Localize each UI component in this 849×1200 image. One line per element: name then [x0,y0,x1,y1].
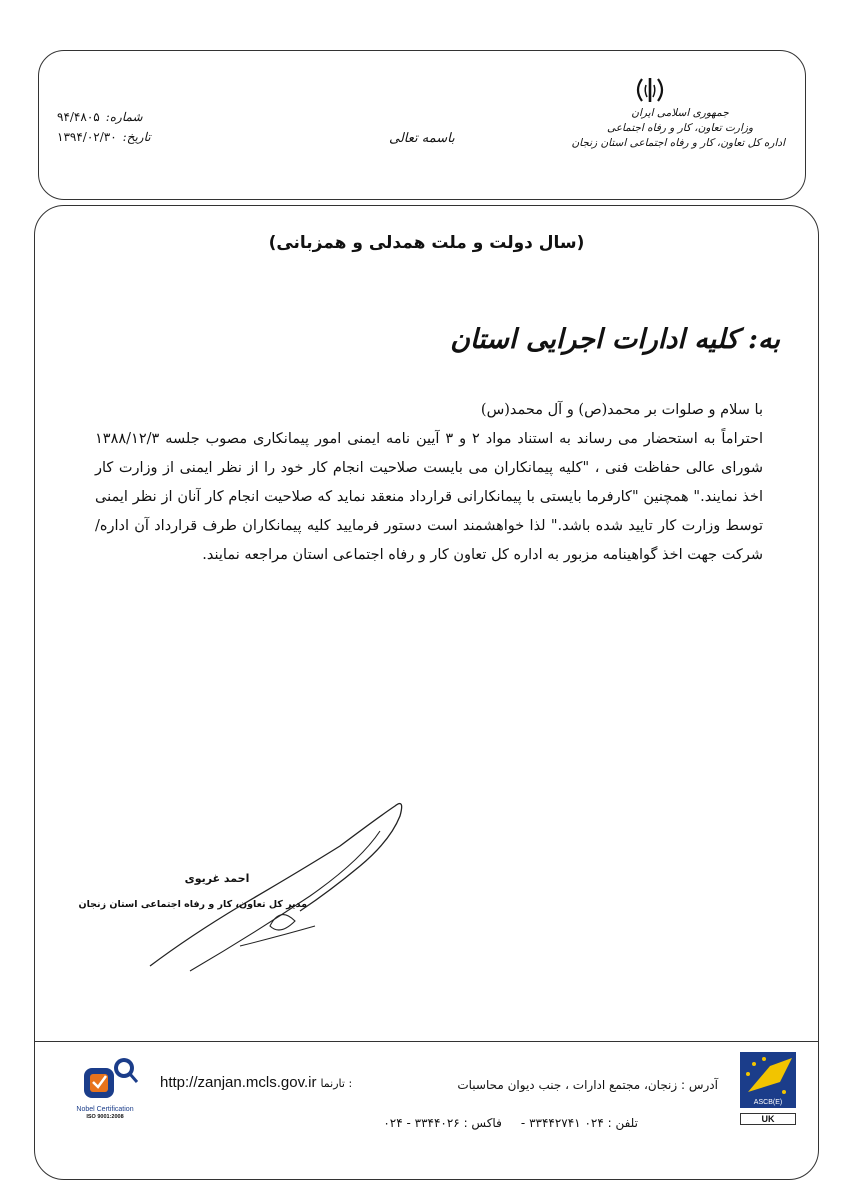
letter-paragraph: احتراماً به استحضار می رساند به استناد مواد ۲ و ۳ آیین نامه ایمنی امور پیمانکاری مصوب جلسه ۱۳۸۸/۱۲/۳ شورای عالی حفاظت فنی ، "کلیه پیمانکاران می بایست صلاحیت انجام کار خود را از نظر ایمنی از وزارت کار اخذ نمایند." همچنین "کارفرما بایستی با پیمانکارانی قرارداد منعقد نماید که صلاحیت انجام کار آنان از نظر ایمنی توسط وزارت کار تایید شده باشد." لذا خواهشمند است دستور فرمایید کلیه پیمانکاران طرف قرارداد آن اداره/شرکت جهت اخذ گواهینامه مزبور به اداره کل تعاون کار و رفاه اجتماعی استان مراجعه نمایند. [95,431,763,563]
addressee: به: کلیه ادارات اجرایی استان [450,324,780,355]
greeting: با سلام و صلوات بر محمد(ص) و آل محمد(س) [480,402,763,418]
cert-country: UK [740,1113,796,1125]
signatory-title: مدیر کل تعاون، کار و رفاه اجتماعی استان زنجان [78,899,307,910]
footer-divider [35,1041,818,1042]
ascb-star-badge-icon [740,1052,796,1108]
iran-emblem-icon [625,75,675,109]
address: آدرس : زنجان، مجتمع ادارات ، جنب دیوان محاسبات [457,1078,718,1092]
letter-date: ۱۳۹۴/۰۲/۳۰ [57,130,117,144]
letterhead-header [38,50,806,200]
ascb-accreditation-logo [740,1052,796,1125]
signatory-name: احمد غریوی [184,872,250,885]
cert-caption: Nobel Certification [76,1106,134,1113]
cert-right-caption: ASCB(E) [753,1099,783,1106]
organization-name [571,106,785,151]
phone-number: تلفن : ۰۲۴ ۳۳۴۴۲۷۴۱ - [520,1116,638,1130]
org-line: وزارت تعاون، کار و رفاه اجتماعی [606,122,754,134]
date-label: تاریخ: [122,130,151,144]
signatory [78,866,307,918]
org-line: اداره کل تعاون، کار و رفاه اجتماعی استان زنجان [571,137,785,149]
basmala: باسمه تعالی [389,131,455,146]
contact-line [383,1116,638,1130]
cert-iso: ISO 9001:2008 [86,1114,124,1120]
year-slogan: (سال دولت و ملت همدلی و همزبانی) [268,233,585,253]
org-line: جمهوری اسلامی ایران [631,107,729,119]
website-label: تارنما : [320,1077,353,1090]
website-line [160,1074,352,1091]
letter-body [34,205,819,1180]
letter-meta [57,107,151,147]
number-label: شماره: [105,110,143,124]
letter-text [95,396,763,570]
letter-number: ۹۴/۴۸۰۵ [57,110,100,124]
nobel-certification-logo [65,1054,145,1120]
website-url[interactable]: http://zanjan.mcls.gov.ir [160,1074,317,1091]
fax-number: فاکس : ۳۳۴۴۰۲۶ - ۰۲۴ [383,1116,502,1130]
iso-badge-icon [70,1054,140,1102]
